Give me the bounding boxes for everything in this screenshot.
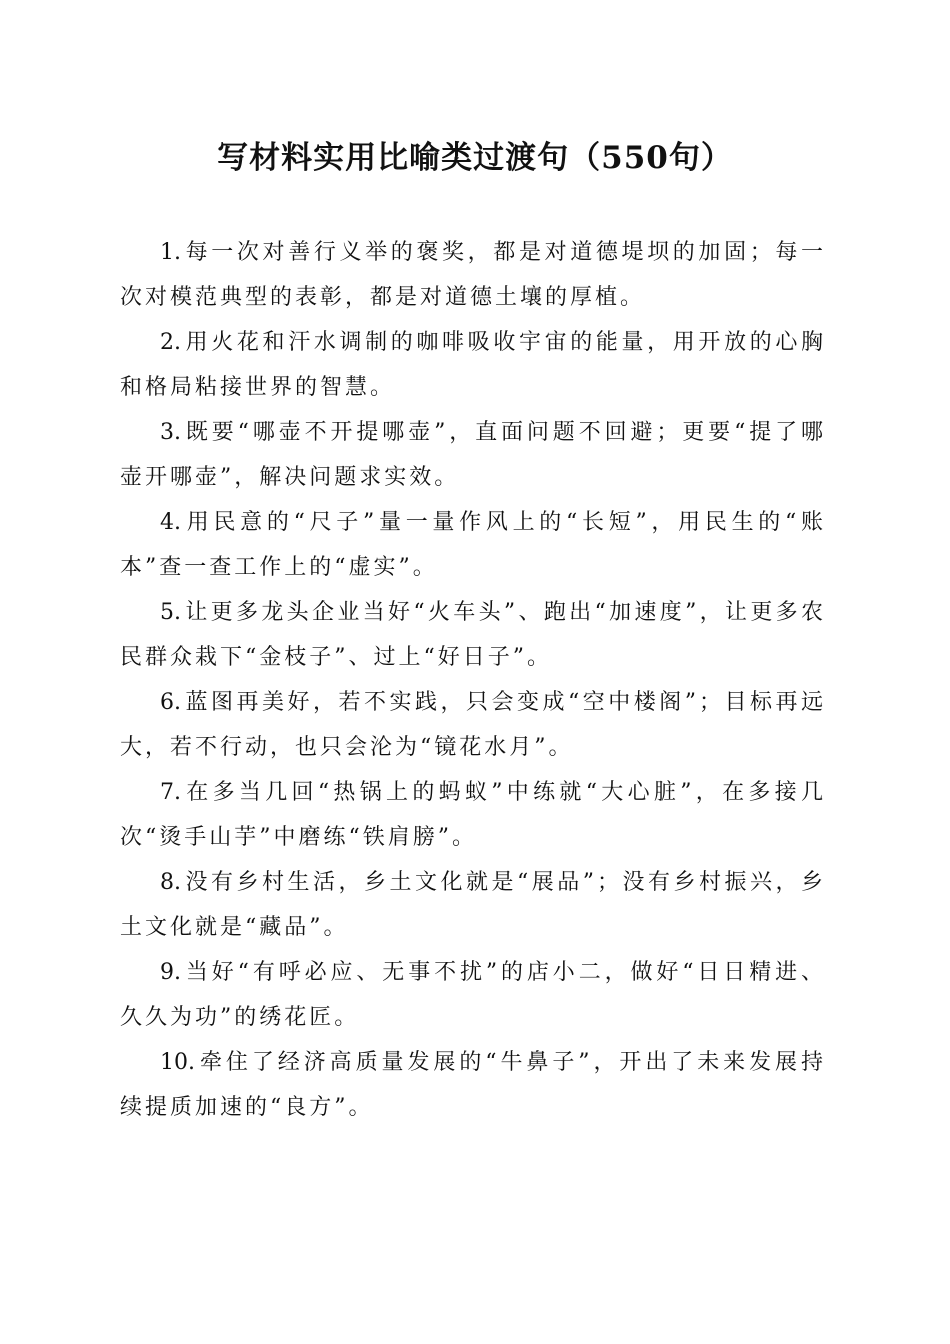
list-item (120, 860, 826, 950)
item-text: 用民意的“尺子”量一量作风上的“长短”，用民生的“账本”查一查工作上的“虚实”。 (120, 510, 826, 580)
item-number: 3. (160, 420, 181, 445)
list-item (120, 950, 826, 1040)
item-number: 9. (160, 960, 181, 985)
item-number: 1. (160, 240, 181, 265)
document-title: 写材料实用比喻类过渡句（550句） (217, 140, 733, 176)
list-item (120, 410, 826, 500)
item-number: 10. (160, 1050, 195, 1075)
item-text: 让更多龙头企业当好“火车头”、跑出“加速度”，让更多农民群众栽下“金枝子”、过上“好日子”。 (120, 600, 826, 670)
item-number: 2. (160, 330, 181, 355)
item-text: 没有乡村生活，乡土文化就是“展品”；没有乡村振兴，乡土文化就是“藏品”。 (120, 870, 826, 940)
item-text: 既要“哪壶不开提哪壶”，直面问题不回避；更要“提了哪壶开哪壶”，解决问题求实效。 (120, 420, 826, 490)
item-text: 每一次对善行义举的褒奖，都是对道德堤坝的加固；每一次对模范典型的表彰，都是对道德土壤的厚植。 (120, 240, 826, 310)
list-item (120, 680, 826, 770)
item-text: 牵住了经济高质量发展的“牛鼻子”，开出了未来发展持续提质加速的“良方”。 (120, 1050, 826, 1120)
item-number: 4. (160, 510, 181, 535)
item-text: 当好“有呼必应、无事不扰”的店小二，做好“日日精进、久久为功”的绣花匠。 (120, 960, 826, 1030)
item-text: 在多当几回“热锅上的蚂蚁”中练就“大心脏”，在多接几次“烫手山芋”中磨练“铁肩膀”。 (120, 780, 826, 850)
item-number: 7. (160, 780, 181, 805)
item-text: 用火花和汗水调制的咖啡吸收宇宙的能量，用开放的心胸和格局粘接世界的智慧。 (120, 330, 826, 400)
list-item (120, 320, 826, 410)
list-item (120, 230, 826, 320)
document-body (120, 230, 826, 1130)
list-item (120, 500, 826, 590)
item-number: 5. (160, 600, 181, 625)
item-text: 蓝图再美好，若不实践，只会变成“空中楼阁”；目标再远大，若不行动，也只会沦为“镜花水月”。 (120, 690, 826, 760)
list-item (120, 770, 826, 860)
list-item (120, 1040, 826, 1130)
item-number: 8. (160, 870, 181, 895)
list-item (120, 590, 826, 680)
item-number: 6. (160, 690, 181, 715)
